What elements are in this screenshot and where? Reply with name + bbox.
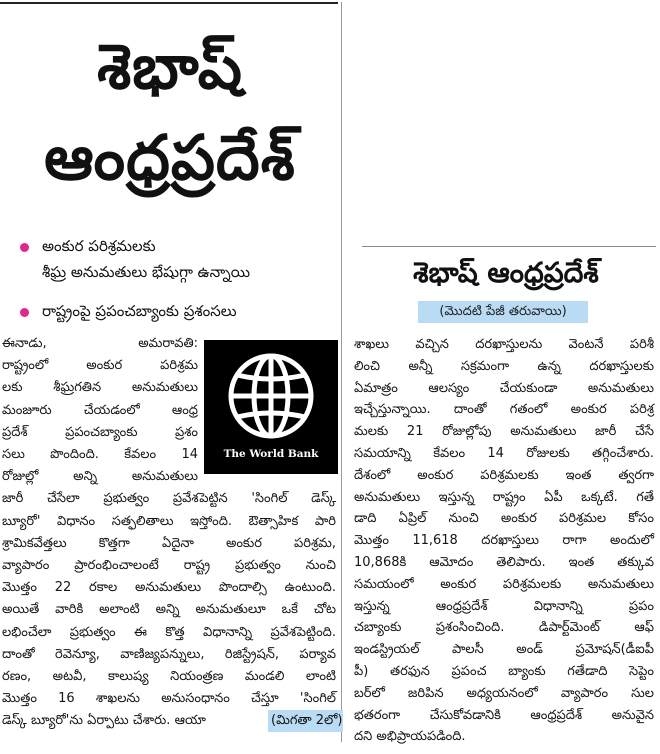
body-line: మంజూరు చేయడంలో ఆంధ్ర [2, 402, 198, 418]
body-line: ఇచ్చేస్తున్నాయి. దాంతో గతంలో అంకుర పరిశ్ర [354, 402, 654, 418]
body-line: డాది ఏప్రిల్ నుంచి అంకుర పరిశ్రమల కోసం [354, 511, 654, 527]
continuation-label: (మొదటి పేజీ తరువాయి) [418, 301, 588, 323]
body-line: దాంతో రెవెన్యూ, వాణిజ్యపన్నులు, రిజిస్ట్రేషన్, పర్యావ [2, 646, 336, 662]
bullet-point [20, 298, 340, 324]
body-line: శ్రామికవేత్తలు కొత్తగా ఏదైనా అంకుర పరిశ్రమ, [2, 535, 336, 551]
body-line: మొత్తం 11,618 దరఖాస్తులు రాగా అందులో [354, 533, 654, 549]
body-line: మొత్తం 16 శాఖలను అనుసంధానం చేస్తూ 'సింగిల్ [2, 691, 336, 707]
body-line: లభించేలా ప్రభుత్వం ఈ కొత్త విధానాన్ని ప్రవేశపెట్టింది. [2, 624, 336, 640]
bullet-dot-icon [20, 308, 29, 317]
body-line: జారీ చేసేలా ప్రభుత్వం ప్రవేశపెట్టిన 'సింగిల్ డెస్క్ [2, 491, 336, 507]
body-line: ప్రదేశ్ ప్రపంచబ్యాంకు ప్రశం [2, 424, 198, 440]
logo-caption: The World Bank [223, 448, 319, 460]
continued-on-page-label: (మిగతా 2లో) [268, 710, 343, 732]
body-line: పీ) తరఫున ప్రపంచ బ్యాంకు గతేడాది సెప్టెం [354, 664, 654, 679]
body-line: మొత్తం 22 రకాల అనుమతులు పొందాల్సి ఉంటుంది. [2, 580, 336, 596]
bullet-text [42, 233, 250, 285]
bullet-point [20, 233, 340, 285]
body-line: చబ్యాంకు ప్రశంసించింది. డిపార్ట్‌మెంట్ ఆఫ్ [354, 620, 654, 636]
body-line: సమయాన్ని కేవలం 14 రోజులకు తగ్గించేశారు. [354, 446, 654, 461]
article-body [352, 334, 656, 754]
body-line: రాష్ట్రంలో అంకుర పరిశ్రమ [2, 358, 198, 374]
body-line: బర్‌లో జరిపిన అధ్యయనంలో వ్యాపారం సుల [354, 685, 654, 701]
continuation-text: మొదటి పేజీ తరువాయి [444, 304, 562, 319]
bullet-text: రాష్ట్రంపై ప్రపంచబ్యాంకు ప్రశంసలు [42, 302, 237, 320]
body-line: భతరంగా చేసుకోవడానికి ఆంధ్రప్రదేశ్ అనువైన [354, 707, 654, 723]
world-bank-logo [204, 340, 338, 474]
right-clipping [352, 244, 660, 754]
body-line: వ్యాపారం ప్రారంభించాలంటే రాష్ట్ర ప్రభుత్వం నుంచి [2, 558, 336, 573]
body-line: ఇండస్ట్రియల్ పాలసీ అండ్ ప్రమోషన్(డీఐపీ [354, 642, 654, 658]
top-rule [0, 2, 338, 4]
body-line: ఇస్తున్న ఆంధ్రప్రదేశ్ విధానాన్ని ప్రపం [354, 598, 654, 614]
bullet-dot-icon [20, 243, 29, 252]
continued-text: మిగతా 2లో [276, 713, 338, 729]
body-line: డెస్క్ బ్యూరో'ను ఏర్పాటు చేశారు. ఆయా [2, 713, 206, 729]
body-line: 10,868కి ఆమోదం తెలిపారు. ఇంత తక్కువ [354, 555, 654, 570]
body-line: సమయంలో అంకుర పరిశ్రమలకు అనుమతులు [354, 576, 654, 592]
body-line: లకు శీఘ్రగతిన అనుమతులు [2, 380, 198, 396]
headline-line2: ఆంధ్రప్రదేశ్ [44, 121, 296, 194]
body-line: అయితే వారికి అలాంటి అన్ని అనుమతులూ ఒకే చోట [2, 602, 336, 618]
top-rule [362, 246, 656, 247]
bullet-line: శీఘ్ర అనుమతులు భేషుగ్గా ఉన్నాయి [42, 263, 250, 281]
body-line: లించి అన్నీ సక్రమంగా ఉన్న దరఖాస్తులకు [354, 358, 654, 374]
column-divider [341, 2, 342, 742]
body-line: సలు పొందింది. కేవలం 14 [2, 447, 198, 462]
body-line: దని అభిప్రాయపడింది. [354, 729, 466, 745]
body-line: ఈనాడు, అమరావతి: [2, 336, 198, 351]
body-line: బ్యూరో' విధానం సత్ఫలితాలు ఇస్తోంది. ఔత్సాహిక పారి [2, 513, 336, 529]
headline-line1: శెభాష్ [97, 30, 243, 103]
body-line: ఏమాత్రం ఆలస్యం చేయకుండా అనుమతులు [354, 380, 654, 396]
continuation-headline: శెభాష్ ఆంధ్రప్రదేశ్ [413, 256, 599, 289]
body-line: దేశంలో అంకుర పరిశ్రమలకు ఇంత త్వరగా [354, 467, 654, 483]
body-line: మలకు 21 రోజుల్లోపు అనుమతులు జారీ చేసే [354, 424, 654, 440]
body-line: శాఖలు వచ్చిన దరఖాస్తులను వెంటనే పరిశీ [354, 337, 654, 352]
body-line: అనుమతులు ఇస్తున్న రాష్ట్రం ఏపీ ఒక్కటే. గతే [354, 489, 654, 505]
body-line: రణం, అటవీ, కాలుష్య నియంత్రణ మండలి లాంటి [2, 669, 336, 684]
globe-icon [226, 350, 316, 442]
bullet-line: అంకుర పరిశ్రమలకు [42, 237, 156, 255]
body-line: రోజుల్లో అన్ని అనుమతులు [2, 469, 198, 485]
